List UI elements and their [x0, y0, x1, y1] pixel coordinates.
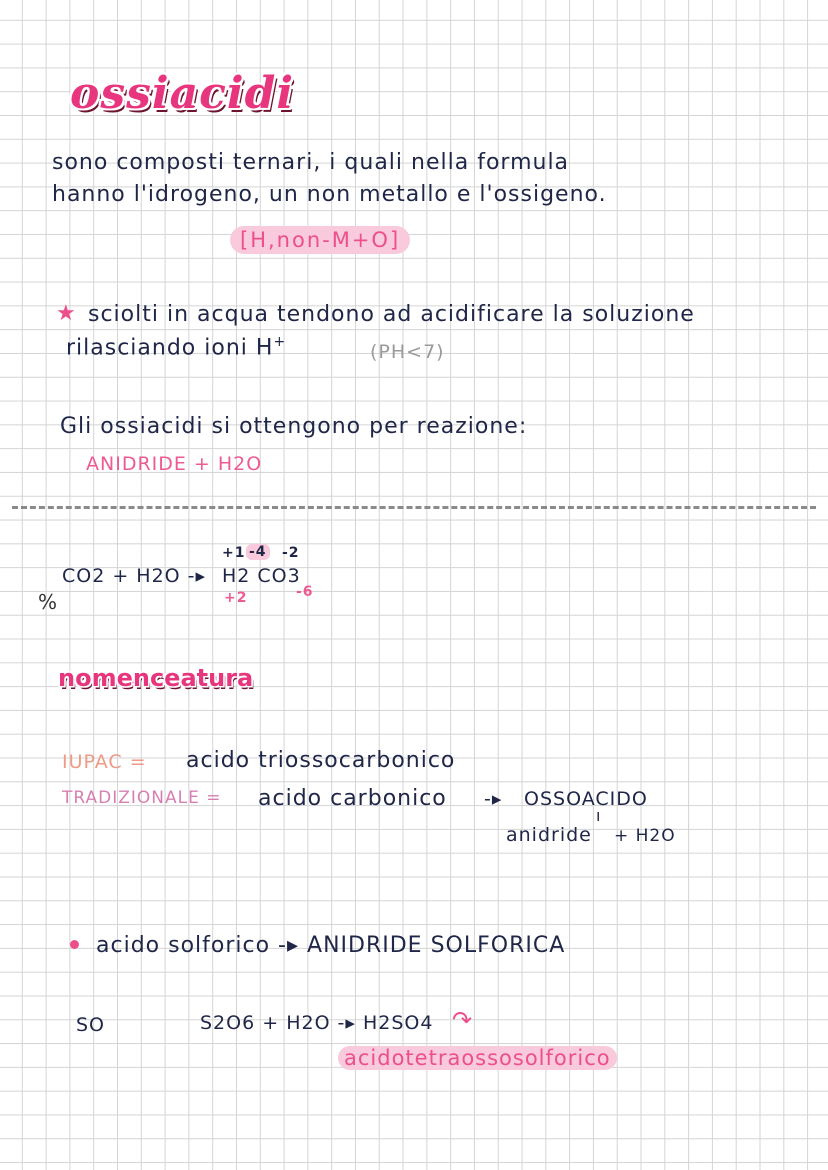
- intro-line-1: sono composti ternari, i quali nella formula: [52, 150, 570, 175]
- oxidation-top-b: -4: [246, 544, 270, 560]
- curved-arrow-icon: ↷: [452, 1006, 473, 1034]
- star-icon: ★: [56, 301, 76, 326]
- fact-line-1: sciolti in acqua tendono ad acidificare la soluzione: [88, 302, 695, 327]
- section-divider: [12, 506, 816, 509]
- general-formula: [H,non-M+O]: [230, 226, 410, 254]
- iupac-label: IUPAC =: [62, 751, 147, 773]
- plus-h2o-label: + H2O: [614, 826, 676, 846]
- solforico-line: acido solforico -▸ ANIDRIDE SOLFORICA: [96, 933, 566, 958]
- solforico-equation: S2O6 + H2O -▸ H2SO4: [200, 1012, 434, 1034]
- solforico-name: acidotetraossosolforico: [338, 1046, 617, 1070]
- so-label: SO: [76, 1014, 106, 1036]
- example-equation: CO2 + H2O -▸: [62, 565, 207, 587]
- anidride-label: anidride: [506, 824, 592, 846]
- fact-line-2-text: rilasciando ioni H: [66, 335, 274, 361]
- reaction-line: Gli ossiacidi si ottengono per reazione:: [60, 414, 528, 439]
- oxidation-top-a: +1: [222, 545, 246, 561]
- example-product: H2 CO3: [222, 565, 301, 587]
- percent-mark: %: [38, 590, 58, 614]
- oxidation-bottom-a: +2: [224, 590, 248, 606]
- page-title: ossiacidi: [70, 68, 295, 119]
- ph-note: (PH<7): [370, 341, 445, 363]
- oxidation-bottom-b: -6: [296, 584, 314, 600]
- oxidation-top-c: -2: [282, 545, 300, 561]
- arrow-icon: -▸: [484, 788, 503, 810]
- intro-line-2: hanno l'idrogeno, un non metallo e l'ossigeno.: [52, 182, 607, 207]
- reaction-formula: ANIDRIDE + H2O: [86, 453, 263, 475]
- traditional-value: acido carbonico: [258, 786, 447, 811]
- nomenclature-title: nomenceatura: [58, 664, 254, 692]
- iupac-value: acido triossocarbonico: [186, 748, 456, 773]
- ossoacido-label: OSSOACIDO: [524, 788, 648, 810]
- fact-line-2: [66, 334, 286, 360]
- bullet-dot-icon: [70, 940, 79, 949]
- h-plus-superscript: +: [273, 334, 287, 350]
- tick-mark: ı: [596, 806, 601, 825]
- traditional-label: TRADIZIONALE =: [62, 788, 222, 808]
